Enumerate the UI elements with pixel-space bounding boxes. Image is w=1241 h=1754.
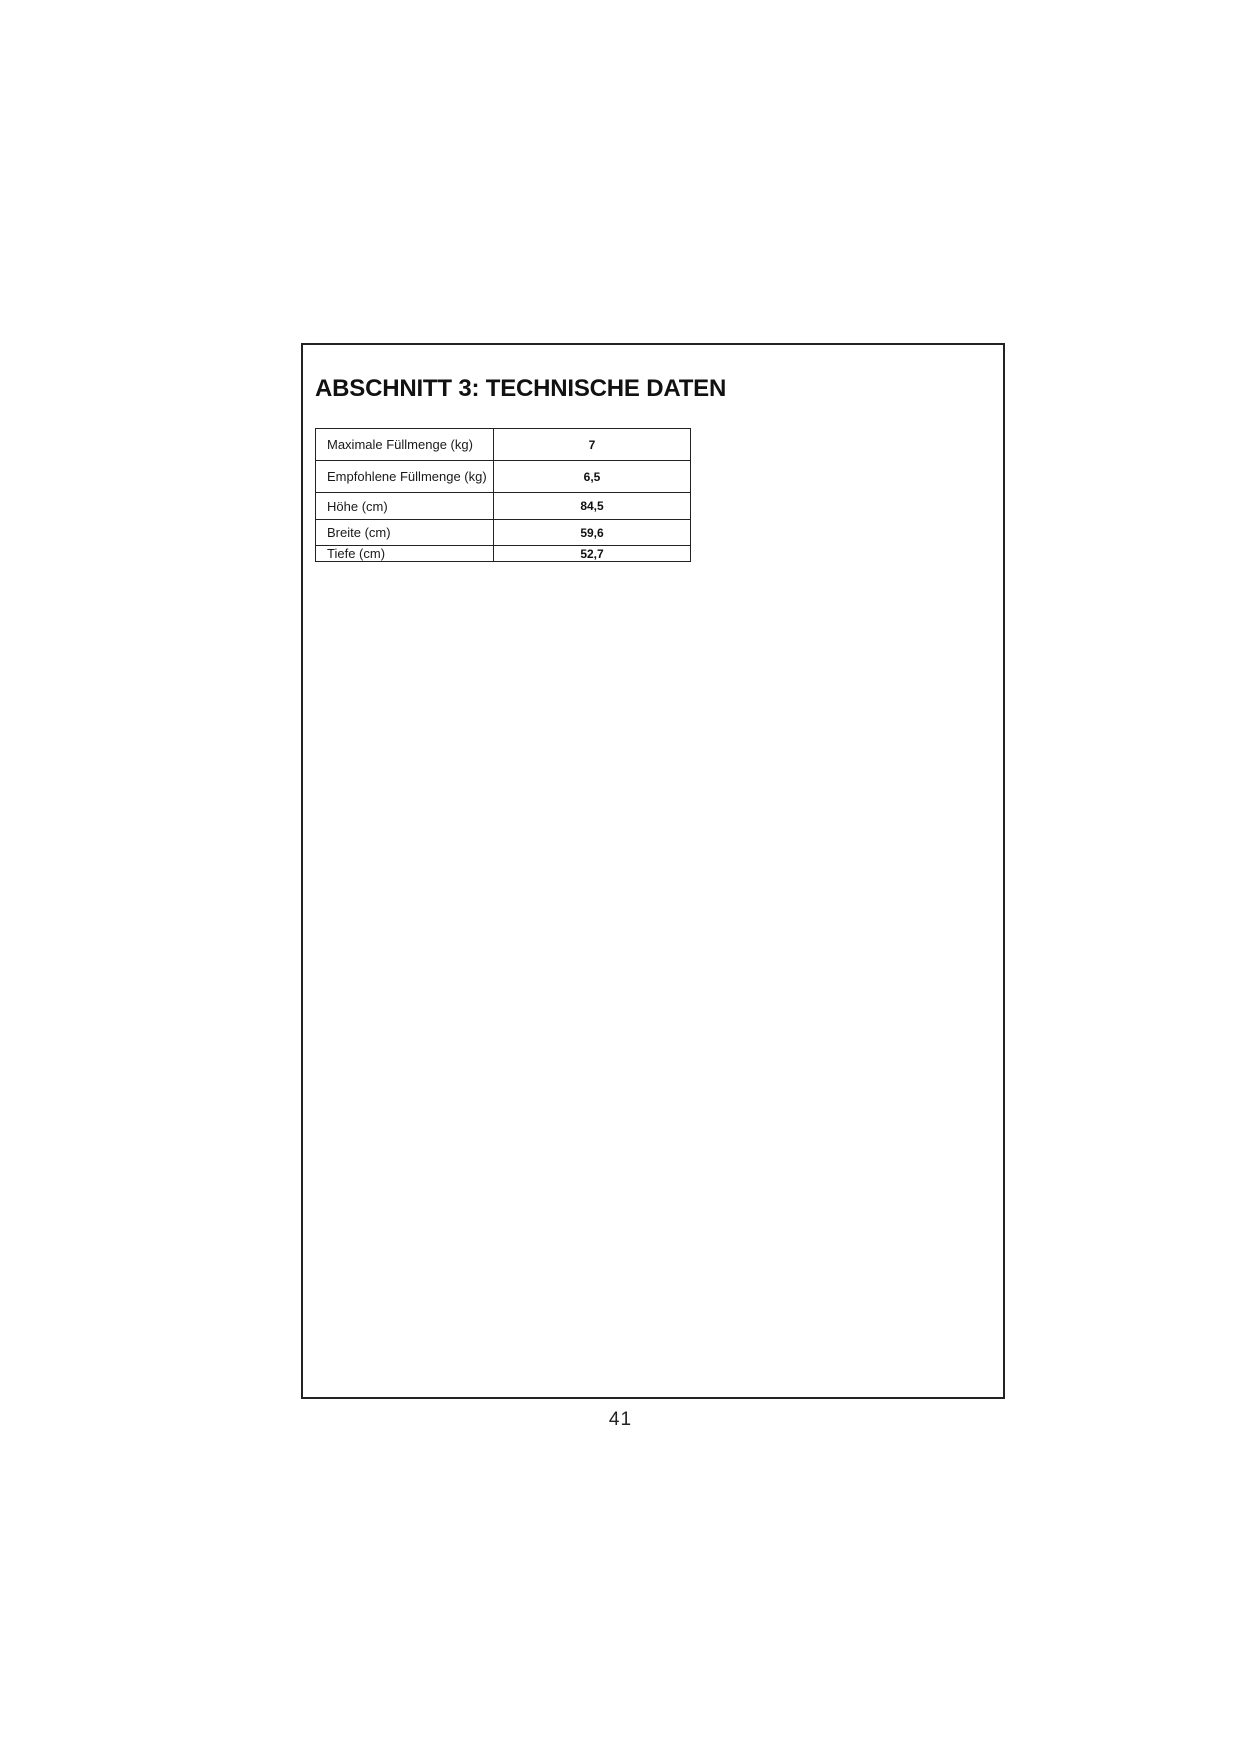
spec-value-max-load: 7 [494,429,691,461]
table-row [316,520,691,546]
table-row [316,493,691,520]
spec-label-depth: Tiefe (cm) [316,546,494,562]
spec-value-height: 84,5 [494,493,691,520]
page-number: 41 [608,1409,633,1430]
technical-data-table [315,428,691,562]
section-title: ABSCHNITT 3: TECHNISCHE DATEN [315,375,727,402]
spec-label-max-load: Maximale Füllmenge (kg) [316,429,494,461]
table-row [316,546,691,562]
table-row [316,461,691,493]
spec-value-width: 59,6 [494,520,691,546]
spec-value-depth: 52,7 [494,546,691,562]
spec-label-width: Breite (cm) [316,520,494,546]
spec-label-height: Höhe (cm) [316,493,494,520]
table-row [316,429,691,461]
spec-label-recommended-load: Empfohlene Füllmenge (kg) [316,461,494,493]
spec-value-recommended-load: 6,5 [494,461,691,493]
